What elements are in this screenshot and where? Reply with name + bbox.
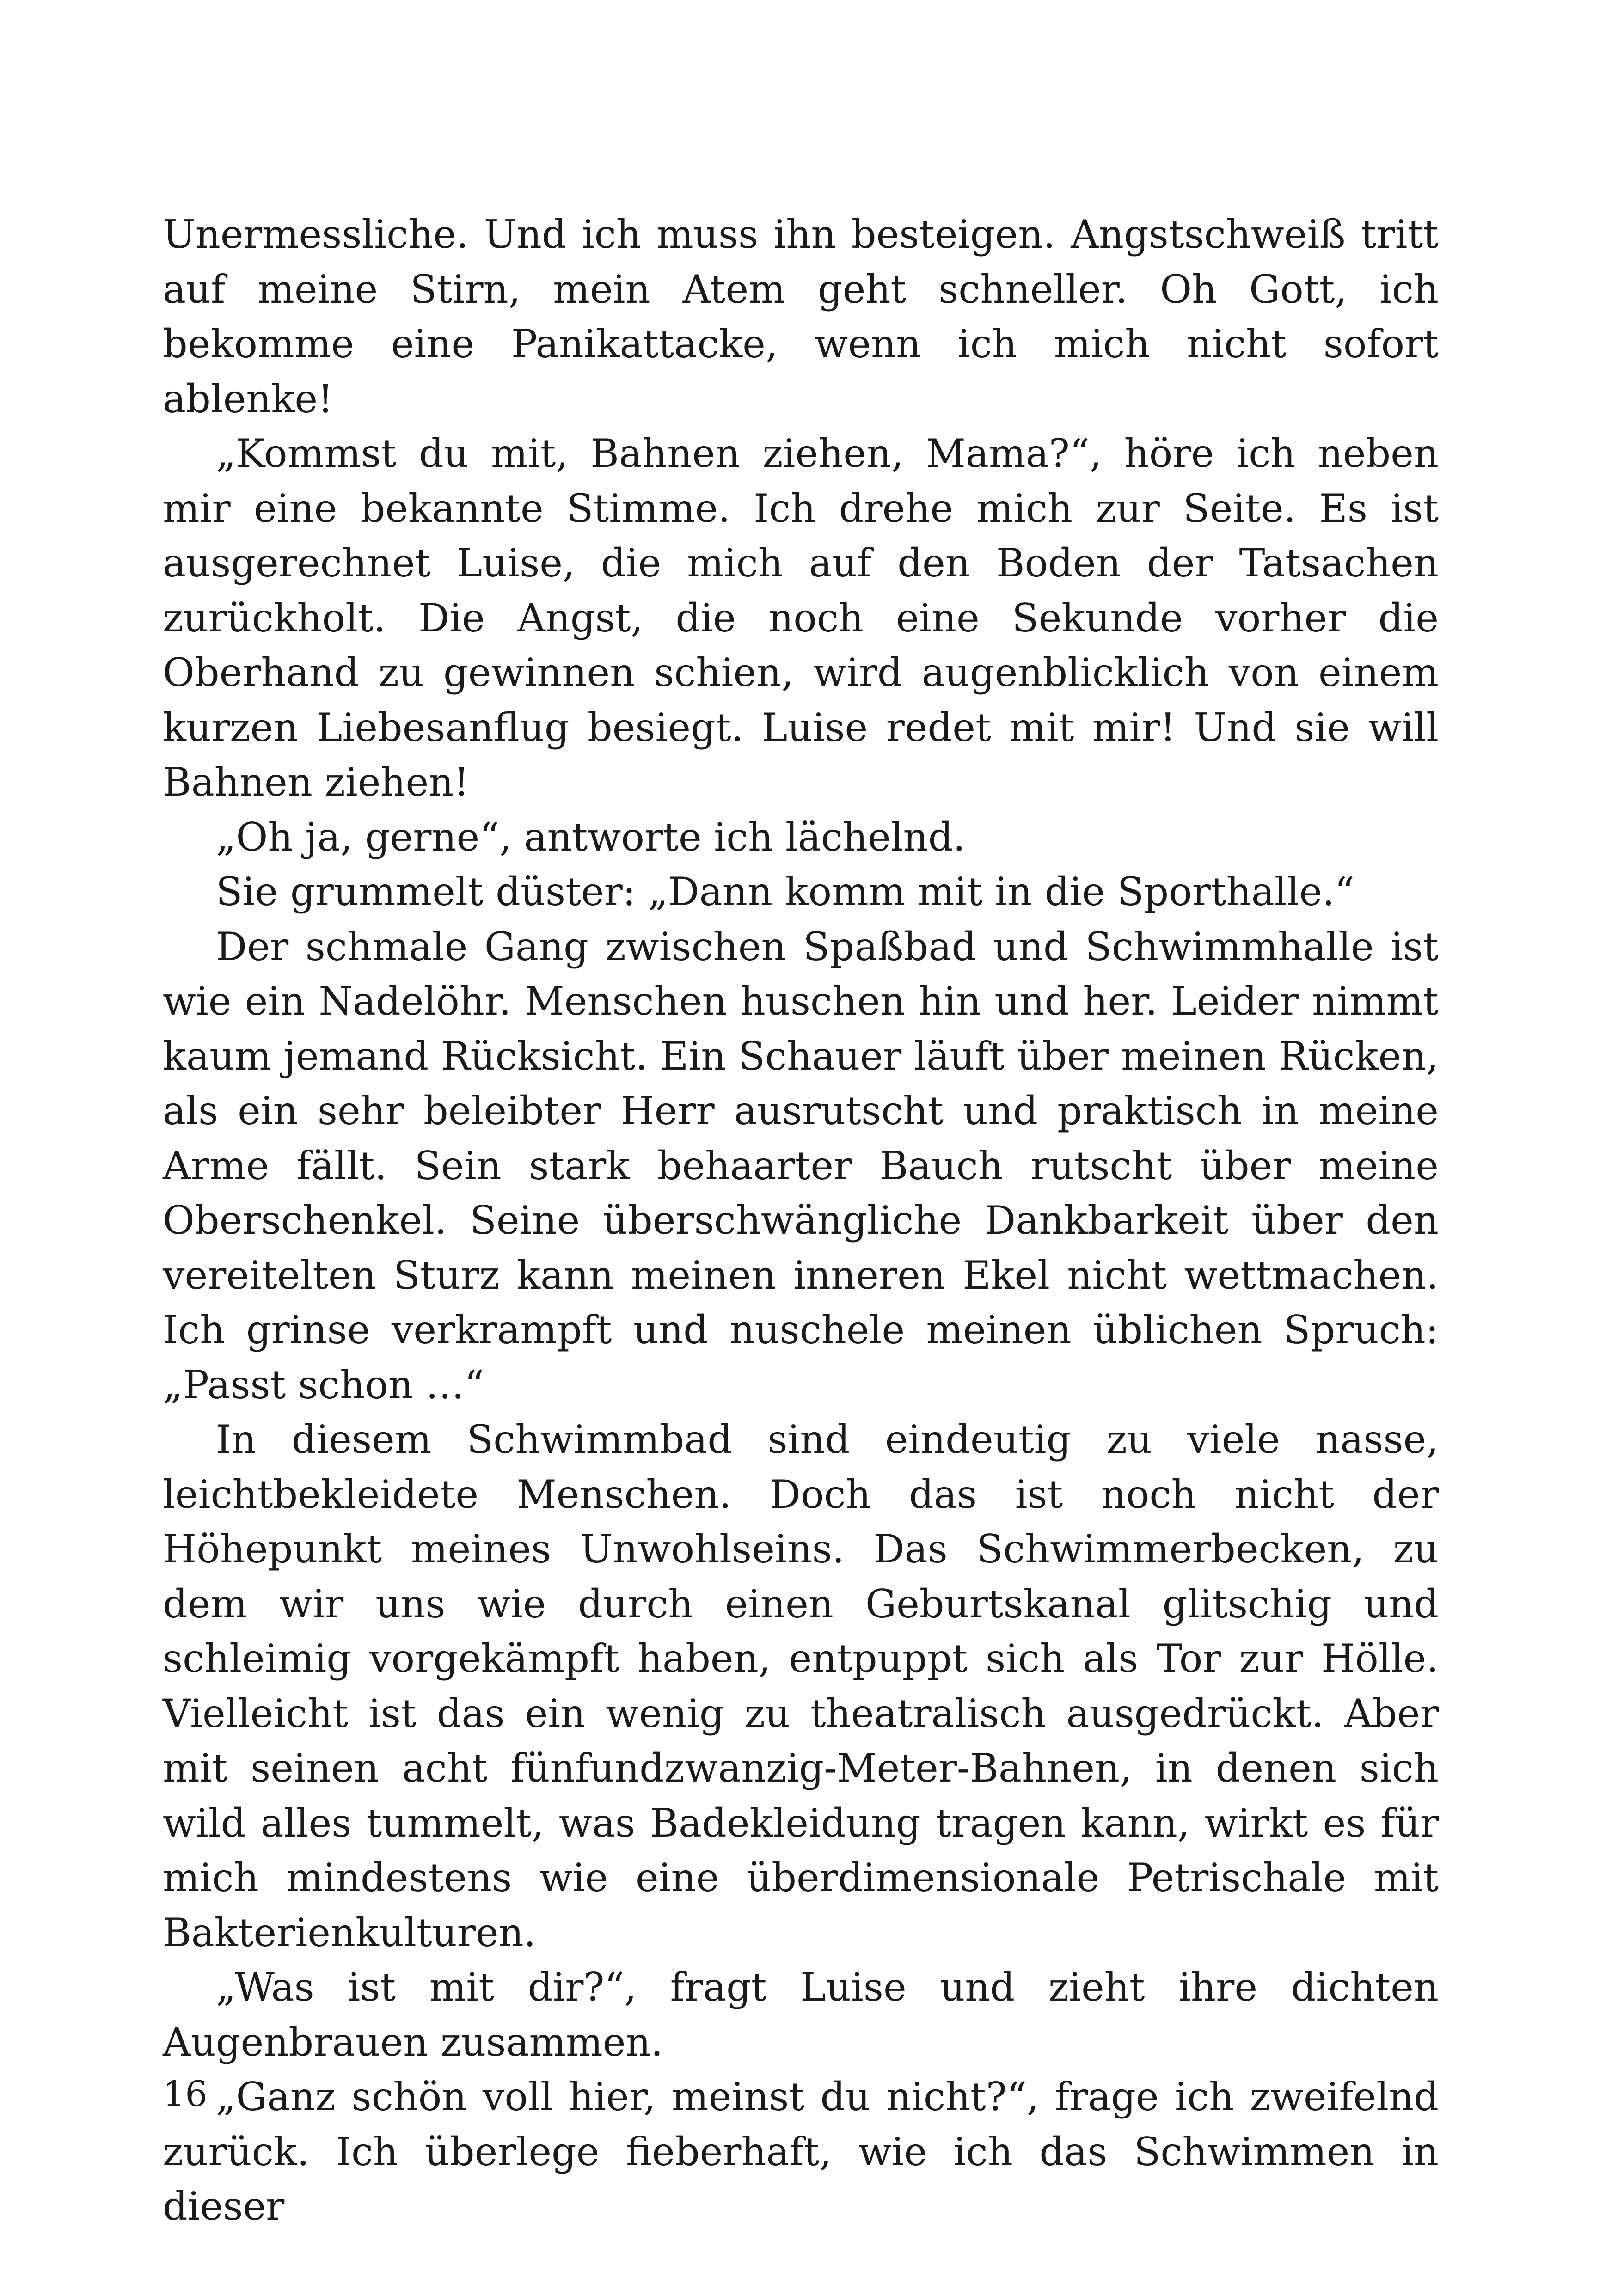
body-text bbox=[163, 207, 1439, 2234]
paragraph-5: Der schmale Gang zwischen Spaßbad und Schwimmhalle ist wie ein Nadelöhr. Menschen huschen hin und her. Leider nimmt kaum jemand Rücksicht. Ein Schauer läuft über meinen Rücken, als ein sehr beleibter Herr ausrutscht und praktisch in meine Arme fällt. Sein stark behaarter Bauch rutscht über meine Oberschenkel. Seine überschwängliche Dankbarkeit über den vereitelten Sturz kann meinen inneren Ekel nicht wettmachen. Ich grinse verkrampft und nuschele meinen üblichen Spruch: „Passt schon …“ bbox=[163, 924, 1439, 1408]
paragraph-3: „Oh ja, gerne“, antworte ich lächelnd. bbox=[216, 814, 966, 860]
page-number: 16 bbox=[163, 2073, 208, 2114]
paragraph-1: Unermessliche. Und ich muss ihn besteigen. Angstschweiß tritt auf meine Stirn, mein Atem geht schneller. Oh Gott, ich bekomme eine Panikattacke, wenn ich mich nicht sofort ablenke! bbox=[163, 212, 1439, 422]
paragraph-8: „Ganz schön voll hier, meinst du nicht?“, frage ich zweifelnd zurück. Ich überlege fieberhaft, wie ich das Schwimmen in dieser bbox=[163, 2074, 1439, 2229]
paragraph-6: In diesem Schwimmbad sind eindeutig zu viele nasse, leichtbekleidete Menschen. Doch das ist noch nicht der Höhepunkt meines Unwohlseins. Das Schwimmerbecken, zu dem wir uns wie durch einen Geburtskanal glitschig und schleimig vorgekämpft haben, entpuppt sich als Tor zur Hölle. Vielleicht ist das ein wenig zu theatralisch ausgedrückt. Aber mit seinen acht fünfundzwanzig-Meter-Bahnen, in denen sich wild alles tummelt, was Badekleidung tragen kann, wirkt es für mich mindestens wie eine überdimensionale Petrischale mit Bakterienkulturen. bbox=[163, 1417, 1439, 1955]
paragraph-2: „Kommst du mit, Bahnen ziehen, Mama?“, höre ich neben mir eine bekannte Stimme. Ich drehe mich zur Seite. Es ist ausgerechnet Luise, die mich auf den Boden der Tatsachen zurückholt. Die Angst, die noch eine Sekunde vorher die Oberhand zu gewinnen schien, wird augenblicklich von einem kurzen Liebesanflug besiegt. Luise redet mit mir! Und sie will Bahnen ziehen! bbox=[163, 431, 1439, 805]
paragraph-4: Sie grummelt düster: „Dann komm mit in die Sporthalle.“ bbox=[216, 869, 1354, 914]
paragraph-7: „Was ist mit dir?“, fragt Luise und zieht ihre dichten Augenbrauen zusammen. bbox=[163, 1965, 1439, 2065]
